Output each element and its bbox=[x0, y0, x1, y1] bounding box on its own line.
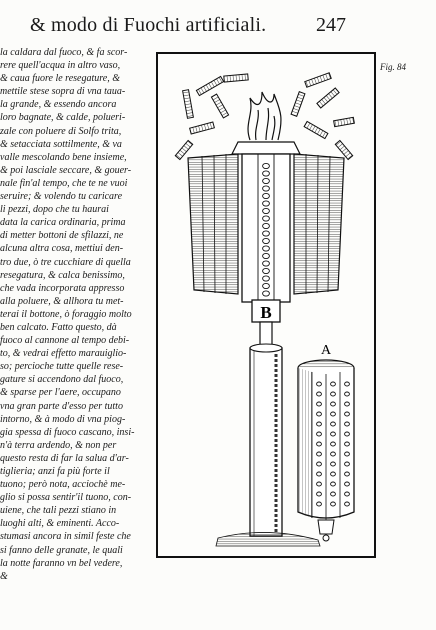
text-line: resegatura, & calca benissimo, bbox=[0, 269, 125, 281]
text-line: fuoco al cannone al tempo debi- bbox=[0, 335, 130, 347]
text-line: ben calcato. Fatto questo, dà bbox=[0, 321, 117, 333]
firework-illustration bbox=[158, 54, 374, 556]
text-line: & sparse per l'aere, occupano bbox=[0, 387, 121, 399]
text-line: seruire; & volendo tu caricare bbox=[0, 191, 123, 203]
text-line: stumasi ancora in simil feste che bbox=[0, 531, 131, 543]
text-line: si fanno delle granate, le quali bbox=[0, 544, 123, 556]
flame-top bbox=[248, 92, 281, 140]
ground bbox=[216, 532, 320, 546]
left-rocket-bundle bbox=[188, 154, 238, 294]
text-line: & poi lasciale seccare, & gouer- bbox=[0, 164, 132, 176]
text-line: n'à terra ardendo, & non per bbox=[0, 439, 117, 451]
text-line: loro bagnate, & calde, polueri- bbox=[0, 112, 126, 124]
text-line: che vada incorporata appresso bbox=[0, 282, 125, 294]
text-line: alcuna altra cosa, mettiui den- bbox=[0, 243, 124, 255]
text-line: & caua fuore le resegature, & bbox=[0, 73, 120, 85]
text-line: so; percioche tutte quelle rese- bbox=[0, 361, 124, 373]
text-line: di metter bottoni de sfilazzi, ne bbox=[0, 230, 124, 242]
text-line: gia spessa di fuoco cascano, insi- bbox=[0, 426, 135, 438]
text-line: tuono; però nota, acciochè me- bbox=[0, 479, 126, 491]
woodcut-figure bbox=[156, 52, 376, 558]
text-line: & bbox=[0, 570, 8, 582]
text-line: zale con poluere di Solfo trita, bbox=[0, 125, 122, 137]
text-line: terai il bottone, ò foraggio molto bbox=[0, 308, 132, 320]
text-line: mettile stese sopra di vna taua- bbox=[0, 86, 126, 98]
text-line: la grande, & essendo ancora bbox=[0, 99, 117, 111]
pole-shaft bbox=[250, 344, 282, 536]
central-column bbox=[242, 154, 290, 302]
text-line: li pezzi, dopo che tu haurai bbox=[0, 204, 109, 216]
running-title: & modo di Fuochi artificiali. bbox=[30, 14, 267, 36]
right-rocket-bundle bbox=[294, 154, 344, 294]
text-line: glio si possa sentir'il tuono, con- bbox=[0, 492, 132, 504]
text-line: luoghi alti, & eminenti. Acco- bbox=[0, 518, 120, 530]
text-line: valle mescolando bene insieme, bbox=[0, 151, 127, 163]
label-a: A bbox=[320, 343, 332, 358]
text-line: rere quell'acqua in altro vaso, bbox=[0, 60, 121, 72]
text-line: la notte faranno vn bel vedere, bbox=[0, 557, 123, 569]
page-header bbox=[0, 0, 436, 48]
text-line: uiene, che tali pezzi stiano in bbox=[0, 505, 117, 517]
page-number: 247 bbox=[316, 14, 346, 36]
body-text-column bbox=[0, 46, 152, 583]
text-line: gature si accendono dal fuoco, bbox=[0, 374, 124, 386]
text-line: nale fin'al tempo, che te ne vuoi bbox=[0, 177, 128, 189]
text-line: tiglieria; anzi fa più forte il bbox=[0, 466, 110, 477]
text-line: questo resta di far la salua d'ar- bbox=[0, 452, 129, 464]
crown-cap bbox=[232, 142, 300, 154]
figure-label: Fig. 84 bbox=[380, 62, 406, 72]
text-line: vna gran parte d'esso per tutto bbox=[0, 400, 123, 412]
text-line: alla poluere, & allhora tu met- bbox=[0, 295, 124, 307]
text-line: to, & vedrai effetto marauiglio- bbox=[0, 348, 127, 360]
label-b: B bbox=[260, 303, 272, 322]
text-line: la caldara dal fuoco, & fa scor- bbox=[0, 47, 128, 58]
text-line: intorno, & à modo di vna piog- bbox=[0, 413, 126, 425]
text-line: tro due, ò tre cucchiare di quella bbox=[0, 256, 131, 268]
text-line: data la carica ordinaria, prima bbox=[0, 217, 126, 229]
cylinder-a bbox=[298, 360, 354, 541]
text-line: & setacciata sottilmente, & va bbox=[0, 138, 122, 150]
